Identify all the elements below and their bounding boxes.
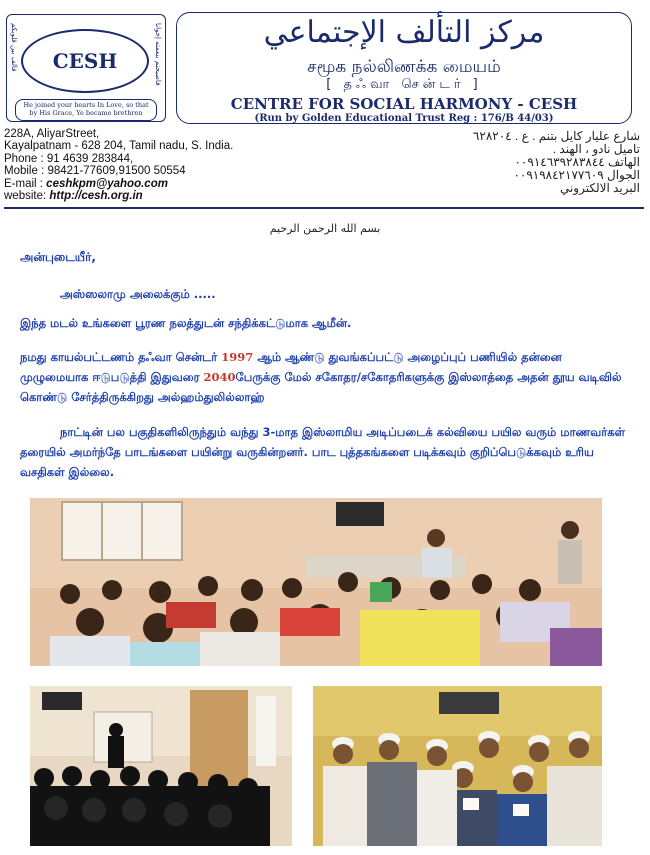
email-label: E-mail : [4,177,47,190]
contact-english [4,128,324,202]
arabic-address-line-2: تاميل نادو ، الهند . [552,142,640,156]
letterhead [6,6,644,122]
phone-number: Phone : 91 4639 283844, [4,152,134,165]
para1-part-a: நமது காயல்பட்டணம் தஃவா சென்டர் [20,350,222,364]
mobile-number: Mobile : 98421-77609,91500 50554 [4,165,186,178]
cesh-logo [21,29,149,93]
wish-line: இந்த மடல் உங்களை பூரண நலத்துடன் சந்திக்கட்டுமாக ஆமீன். [20,316,352,330]
organisation-title-box [176,12,632,124]
salutation: அன்புடையீர், [20,250,96,264]
website-label: website: [4,190,50,203]
photo-classroom-women [30,686,292,846]
photo-classroom-men [30,498,602,666]
bismillah: بسم الله الرحمن الرحيم [269,222,381,235]
founding-year: 1997 [221,350,254,364]
classroom-women-illustration [30,686,292,846]
address-line-2: Kayalpatnam - 628 204, Tamil nadu, S. India. [4,140,234,153]
trust-registration: (Run by Golden Educational Trust Reg : 176/B 44/03) [254,113,554,124]
para1-part-b: ஆம் ஆண்டு துவங்கப்பட்டு அழைப்புப் பணியில் தன்னை முழுமையாக ஈடுபடுத்தி இதுவரை [20,350,562,384]
arabic-address-line-1: شارع عليار كايل بتنم . ع . ٦٢٨٢٠٤ [472,129,640,143]
para2-text: நாட்டின் பல பகுதிகளிலிருந்தும் வந்து 3-மாத இஸ்லாமிய அடிப்படைக் கல்வியை பயில வரும் மாணவர்கள் தரையில் அமர்ந்தே பாடங்களை பயின்று வருகின்றனர். பாட புத்தகங்களை படிக்கவும் குறிப்பெடுக்கவும் உரிய வசதிகள் இல்லை. [20,425,625,479]
logo-box [6,14,166,122]
arabic-mobile-line: الجوال ٠٠٩١٩٨٤٢١٧٧٦٠٩ [513,168,640,182]
paragraph-students [20,422,632,482]
students-reading-illustration [313,686,602,846]
para1-part-c: பேருக்கு மேல் சகோதர/சகோதரிகளுக்கு இஸ்லாத்தை அதன் தூய வடிவில் கொண்டு சேர்த்திருக்கிறது அல்ஹம்துலில்லாஹ் [20,370,622,404]
header-divider [4,207,644,209]
classroom-men-illustration [30,498,602,666]
website-link[interactable]: http://cesh.org.in [49,190,143,203]
title-tamil-subtitle: [ தஃவா சென்டர் ] [326,77,482,92]
paragraph-history [20,347,632,407]
title-english: CENTRE FOR SOCIAL HARMONY - CESH [230,95,578,113]
greeting: அஸ்ஸலாமு அலைக்கும் ..... [60,287,216,301]
address-line-1: 228A, AliyarStreet, [4,128,100,140]
email-link[interactable]: ceshkpm@yahoo.com [46,177,168,190]
title-tamil: சமூக நல்லிணக்க மையம் [307,57,501,77]
arabic-phone-line: الهاتف ٠٠٩١٤٦٣٩٢٨٣٨٤٤ [514,155,640,169]
email-line [4,178,324,190]
logo-motto: He joined your hearts In Love, so that by His Grace, Ye became brethren [15,99,157,121]
logo-arabic-left: فألف بين قلوبكم [10,23,18,72]
logo-arabic-right: فأصبحتم بنعمته إخوانا [154,23,162,86]
title-arabic: مركز التألف الإجتماعي [263,15,545,50]
photo-students-reading [313,686,602,846]
reverts-count: 2040 [203,370,236,384]
website-line [4,190,324,202]
arabic-email-line: البريد الالكتروني [559,181,640,195]
logo-text: CESH [52,49,118,73]
contact-arabic [360,130,640,195]
